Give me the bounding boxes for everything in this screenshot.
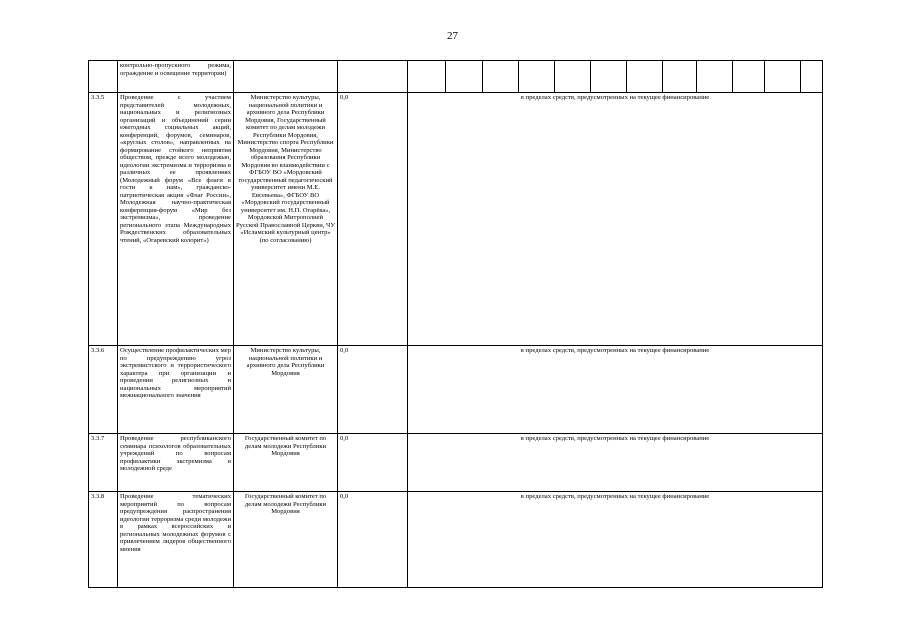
year-cell — [765, 61, 801, 93]
amount — [338, 61, 408, 93]
year-cell — [663, 61, 697, 93]
row-number: 3.3.5 — [89, 93, 118, 346]
row-number: 3.3.8 — [89, 492, 118, 588]
amount: 0,0 — [338, 346, 408, 434]
activity-description: Осуществление профилактических мер по предупреждению угроз экстремистского и террористического характера при организации и проведении религиозных и национальных мероприятий межнационального значения — [118, 346, 234, 434]
year-cell — [733, 61, 765, 93]
executor: Государственный комитет по делам молодежи Республики Мордовия — [234, 434, 338, 492]
year-cell — [801, 61, 823, 93]
table-row — [89, 434, 823, 492]
executor — [234, 61, 338, 93]
table-row — [89, 492, 823, 588]
row-number: 3.3.6 — [89, 346, 118, 434]
activities-table — [88, 60, 823, 588]
year-cell — [697, 61, 733, 93]
row-number — [89, 61, 118, 93]
year-cell — [555, 61, 591, 93]
table-row — [89, 93, 823, 346]
financing-note: в пределах средств, предусмотренных на текущее финансирование — [408, 434, 823, 492]
year-cell — [446, 61, 483, 93]
activity-description: Проведение с участием представителей молодежных, национальных и религиозных организаций и объединений серии ежегодных социальных акций, конференций, форумов, семинаров, «круглых столов», направленных на формирование стойкого неприятия обществом, прежде всего молодежью, идеологии экстремизма и терроризма в различных ее проявлениях (Молодежный форум «Все флаги в гости к нам», гражданско-патриотическая акция «Флаг России», Молодежная научно-практическая конференция-форум «Мир без экстремизма», проведение регионального этапа Международных Рождественских образовательных чтений, «Огаревский колорит») — [118, 93, 234, 346]
financing-note: в пределах средств, предусмотренных на текущее финансирование — [408, 346, 823, 434]
executor: Министерство культуры, национальной политики и архивного дела Республики Мордовия, Государственный комитет по делам молодежи Республики Мордовия, Министерство спорта Республики Мордовия, Министерство образования Республики Мордовия во взаимодействии с ФГБОУ ВО «Мордовский государственный педагогический университет имени М.Е. Евсевьева», ФГБОУ ВО «Мордовский государственный университет им. Н.П. Огарёва», Мордовской Митрополией Русской Православной Церкви, ЧУ «Исламский культурный центр» (по согласованию) — [234, 93, 338, 346]
amount: 0,0 — [338, 434, 408, 492]
page-number: 27 — [447, 30, 458, 42]
table-row — [89, 346, 823, 434]
table-row-continuation — [89, 61, 823, 93]
year-cell — [591, 61, 627, 93]
year-cell — [483, 61, 519, 93]
activity-description: контрольно-пропускного режима, ограждение и освещение территории) — [118, 61, 234, 93]
amount: 0,0 — [338, 492, 408, 588]
activity-description: Проведение тематических мероприятий по вопросам предупреждения распространения идеологии терроризма среди молодежи в рамках всероссийских и региональных молодежных форумов с привлечением лидеров общественного мнения — [118, 492, 234, 588]
year-cell — [627, 61, 663, 93]
year-cell — [408, 61, 446, 93]
year-cell — [519, 61, 555, 93]
activity-description: Проведение республиканского семинара психологов образовательных учреждений по вопросам профилактики экстремизма в молодежной среде — [118, 434, 234, 492]
executor: Государственный комитет по делам молодежи Республики Мордовия — [234, 492, 338, 588]
executor: Министерство культуры, национальной политики и архивного дела Республики Мордовия — [234, 346, 338, 434]
financing-note: в пределах средств, предусмотренных на текущее финансирование — [408, 492, 823, 588]
amount: 0,0 — [338, 93, 408, 346]
row-number: 3.3.7 — [89, 434, 118, 492]
financing-note: в пределах средств, предусмотренных на текущее финансирование — [408, 93, 823, 346]
